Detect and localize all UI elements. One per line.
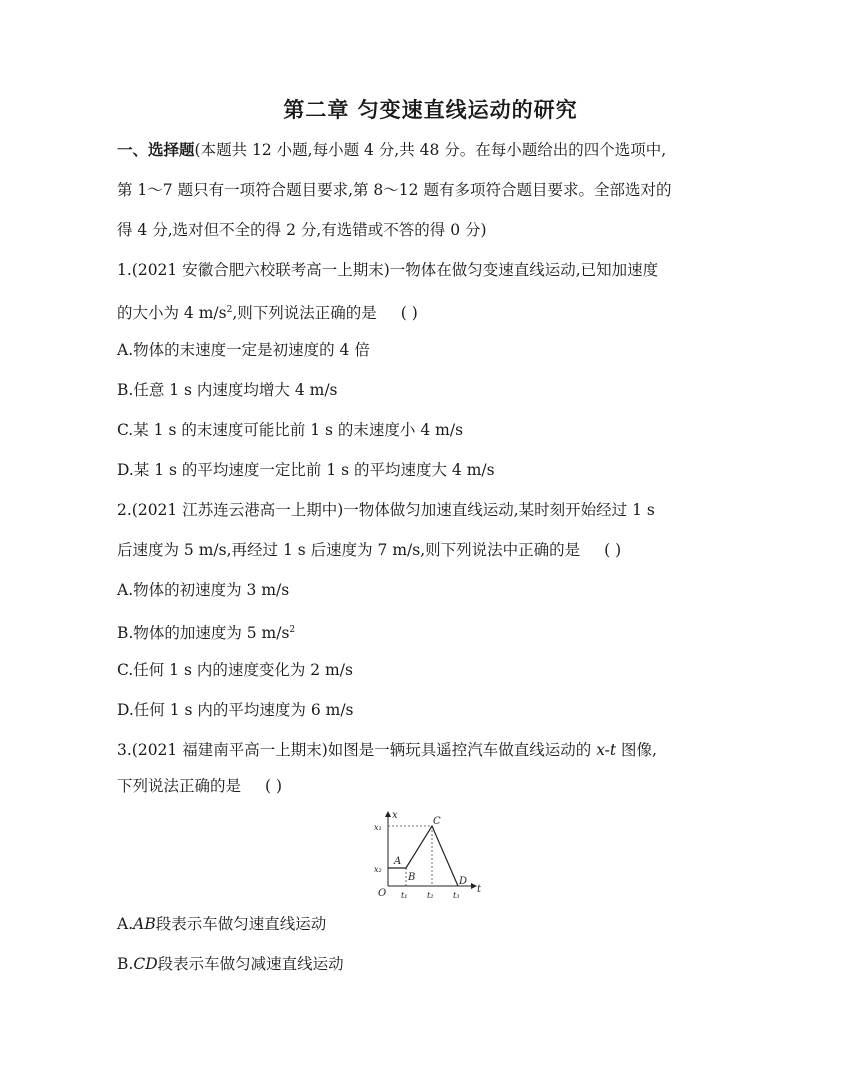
x-tick-t1: t₁: [401, 891, 408, 900]
q3-stem-line-1: 3.(2021 福建南平高一上期末)如图是一辆玩具遥控汽车做直线运动的 x-t 图像,: [117, 741, 657, 759]
q1-option-d: D.某 1 s 的平均速度一定比前 1 s 的平均速度大 4 m/s: [117, 461, 495, 479]
point-b-label: B: [408, 872, 416, 883]
axis-x-label: t: [477, 884, 482, 895]
q3-answer-paren: ( ): [265, 777, 283, 795]
y-tick-x2: x₂: [374, 865, 382, 874]
axis-y-label: x: [392, 810, 398, 821]
q2-answer-paren: ( ): [604, 541, 622, 559]
q2-stem-line-2: 后速度为 5 m/s,再经过 1 s 后速度为 7 m/s,则下列说法中正确的是 ( ): [117, 537, 757, 563]
xt-graph: [370, 806, 490, 902]
q1-answer-paren: ( ): [400, 304, 418, 322]
point-d-label: D: [459, 876, 468, 887]
point-a-label: A: [394, 856, 402, 867]
q1-option-a: A.物体的末速度一定是初速度的 4 倍: [117, 341, 370, 359]
q3-option-a: A.AB段表示车做匀速直线运动: [117, 915, 327, 933]
q1-option-c: C.某 1 s 的末速度可能比前 1 s 的末速度小 4 m/s: [117, 421, 464, 439]
y-tick-x1: x₁: [374, 823, 382, 832]
point-c-label: C: [433, 816, 441, 827]
q2-stem-line-1: 2.(2021 江苏连云港高一上期中)一物体做匀加速直线运动,某时刻开始经过 1 s: [117, 501, 655, 519]
q3-stem-line-2: 下列说法正确的是 ( ): [117, 773, 757, 799]
q1-stem-line-2: 的大小为 4 $m/s^2$,则下列说法正确的是 ( ): [117, 297, 757, 326]
q3-option-b: B.CD段表示车做匀减速直线运动: [117, 955, 344, 973]
section-intro-line-1: 一、选择题(本题共 12 小题,每小题 4 分,共 48 分。在每小题给出的四个选项中,: [117, 141, 667, 159]
section-heading: 一、选择题: [117, 141, 195, 159]
x-tick-t2: t₂: [427, 891, 434, 900]
q2-option-a: A.物体的初速度为 3 m/s: [117, 581, 290, 599]
page-title: 第二章 匀变速直线运动的研究: [283, 98, 578, 122]
q1-option-b: B.任意 1 s 内速度均增大 4 m/s: [117, 381, 338, 399]
q2-option-d: D.任何 1 s 内的平均速度为 6 m/s: [117, 701, 354, 719]
origin-label: O: [378, 888, 387, 899]
q2-option-b: B.物体的加速度为 5 $m/s^2$: [117, 624, 296, 642]
q2-option-c: C.任何 1 s 内的速度变化为 2 m/s: [117, 661, 353, 679]
section-intro-line-3: 得 4 分,选对但不全的得 2 分,有选错或不答的得 0 分): [117, 221, 487, 239]
section-intro-line-2: 第 1～7 题只有一项符合题目要求,第 8～12 题有多项符合题目要求。全部选对的: [117, 181, 672, 199]
q1-stem-line-1: 1.(2021 安徽合肥六校联考高一上期末)一物体在做匀变速直线运动,已知加速度: [117, 261, 659, 279]
x-tick-t3: t₃: [453, 891, 460, 900]
